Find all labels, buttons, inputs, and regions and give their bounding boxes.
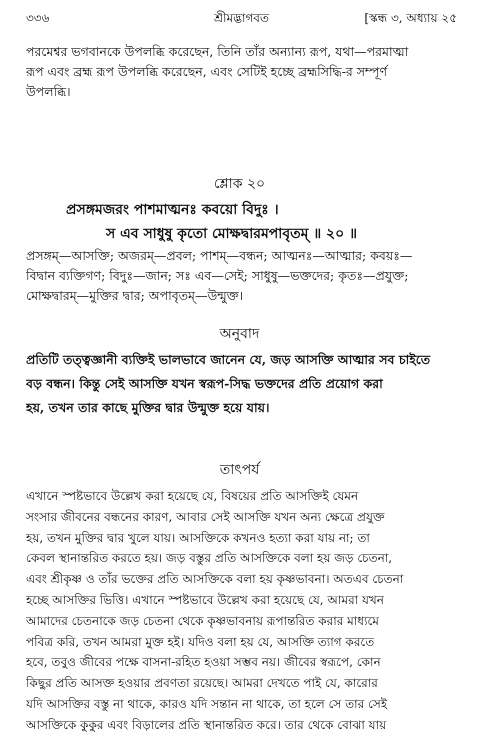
- purport-line: এখানে স্পষ্টভাবে উল্লেখ করা হয়েছে যে, বিষয়ের প্রতি আসক্তিই যেমন: [26, 489, 359, 503]
- synonym-line: বিদ্বান ব্যক্তিগণ; বিদুঃ—জান; সঃ এব—সেই; সাধুষু—ভক্তদের; কৃতঃ—প্রযুক্ত;: [26, 268, 409, 283]
- page-number: ৩৩৬: [26, 11, 50, 25]
- purport-line: যদি আসক্তির বস্তু না থাকে, কারও যদি সন্তান না থাকে, তা হলে সে তার সেই: [26, 696, 388, 711]
- purport-line: সংসার জীবনের বন্ধনের কারণ, আবার সেই আসক্তি যখন অন্য ক্ষেত্রে প্রযুক্ত: [26, 509, 385, 524]
- purport-line: কেবল স্থানান্তরিত করতে হয়। জড় বস্তুর প্রতি আসক্তিকে বলা হয় জড় চেতনা,: [26, 551, 393, 566]
- purport-line: কিছুর প্রতি আসক্ত হওয়ার প্রবণতা রয়েছে। আমরা দেখতে পাই যে, কারোর: [26, 676, 378, 691]
- synonym-line: প্রসঙ্গম্—আসক্তি; অজরম্—প্রবল; পাশম্—বন্ধন; আত্মনঃ—আত্মার; কবয়ঃ—: [26, 248, 413, 263]
- synonyms-paragraph: [26, 246, 453, 306]
- purport-line: আমাদের চেতনাকে জড় চেতনা থেকে কৃষ্ণভাবনায় রূপান্তরিত করার মাধ্যমে: [26, 613, 379, 628]
- purport-paragraph: [26, 486, 453, 736]
- purport-line: আসক্তিকে কুকুর এবং বিড়ালের প্রতি স্থানান্তরিত করে। তার থেকে বোঝা যায়: [26, 717, 387, 732]
- translation-heading: অনুবাদ: [219, 326, 260, 342]
- translation-line: হয়, তখন তার কাছে মুক্তির দ্বার উন্মুক্ত হয়ে যায়।: [26, 400, 270, 415]
- purport-line: হবে, তবুও জীবের পক্ষে বাসনা-রহিত হওয়া সম্ভব নয়। জীবের স্বরূপে, কোন: [26, 655, 381, 670]
- book-title: শ্রীমদ্ভাগবত: [213, 11, 269, 25]
- purport-line: হয়, তখন মুক্তির দ্বার খুলে যায়। আসক্তিকে কখনও হত্যা করা যায় না; তা: [26, 530, 370, 545]
- purport-line: এবং শ্রীকৃষ্ণ ও তাঁর ভক্তের প্রতি আসক্তিকে বলা হয় কৃষ্ণভাবনা। অতএব চেতনা: [26, 572, 404, 587]
- section-reference: [স্কন্ধ ৩, অধ্যায় ২৫: [364, 11, 457, 25]
- running-header: [26, 10, 457, 30]
- verse-line-2: স এব সাধুষু কৃতো মোক্ষদ্বারমপাবৃতম্ ॥ ২০ ॥: [106, 226, 358, 242]
- verse-heading: শ্লোক ২০: [213, 176, 266, 192]
- purport-line: পবিত্র করি, তখন আমরা মুক্ত হই। যদিও বলা হয় যে, আসক্তি ত্যাগ করতে: [26, 634, 375, 649]
- translation-line: প্রতিটি তত্ত্বজ্ঞানী ব্যক্তিই ভালভাবে জানেন যে, জড় আসক্তি আত্মার সব চাইতে: [26, 352, 431, 367]
- intro-line: পরমেশ্বর ভগবানকে উপলব্ধি করেছেন, তিনি তাঁর অন্যান্য রূপ, যথা—পরমাত্মা: [26, 44, 409, 59]
- translation-paragraph: [26, 348, 453, 420]
- purport-line: হচ্ছে আসক্তির ভিত্তি। এখানে স্পষ্টভাবে উল্লেখ করা হয়েছে যে, আমরা যখন: [26, 592, 384, 607]
- intro-paragraph: [26, 42, 453, 102]
- verse-line-1: প্রসঙ্গমজরং পাশমাত্মনঃ কবয়ো বিদুঃ ।: [66, 202, 279, 218]
- intro-line: রূপ এবং ব্রহ্ম রূপ উপলব্ধি করেছেন, এবং সেটিই হচ্ছে ব্রহ্মসিদ্ধি-র সম্পূর্ণ: [26, 64, 388, 79]
- synonym-line: মোক্ষদ্বারম্—মুক্তির দ্বার; অপাবৃতম্—উন্মুক্ত।: [26, 288, 244, 303]
- translation-line: বড় বন্ধন। কিন্তু সেই আসক্তি যখন স্বরূপ-সিদ্ধ ভক্তদের প্রতি প্রয়োগ করা: [26, 376, 383, 391]
- intro-line: উপলব্ধি।: [26, 84, 71, 99]
- purport-heading: তাৎপর্য: [219, 462, 260, 478]
